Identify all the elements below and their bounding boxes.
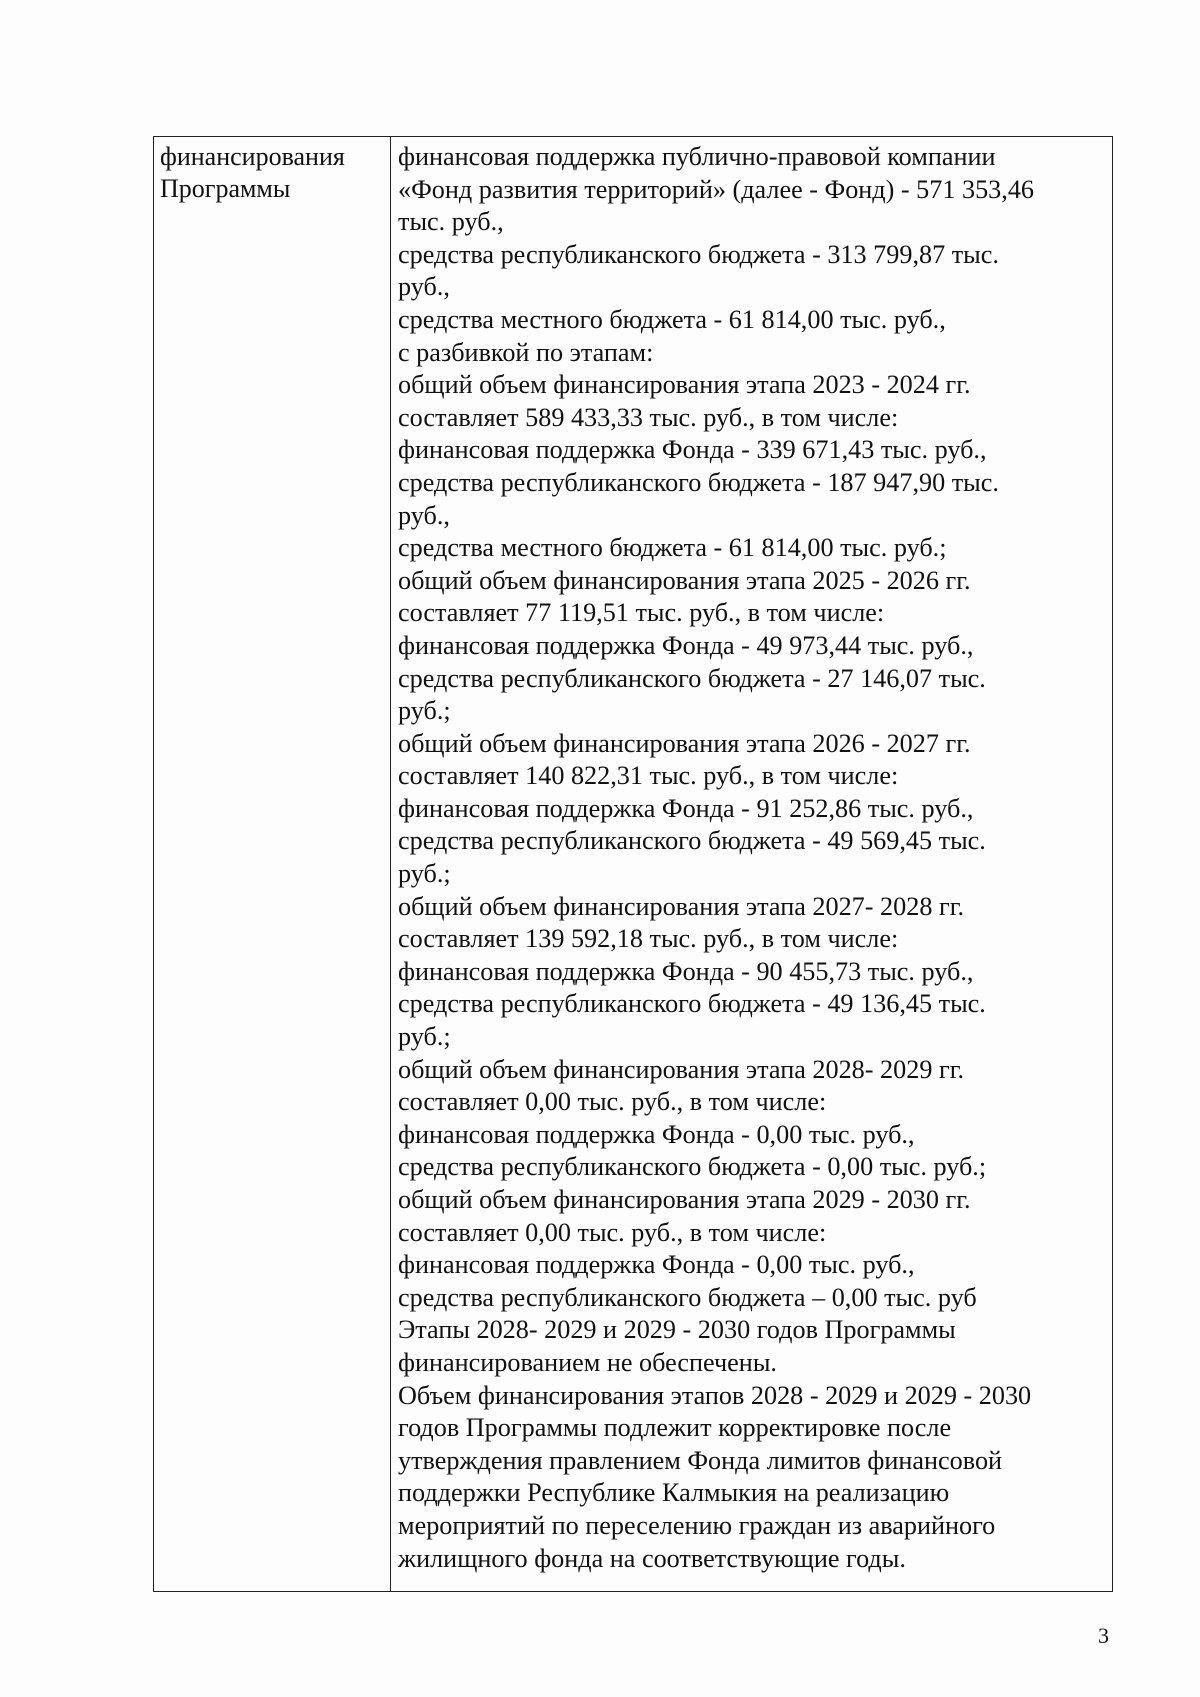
content-line: общий объем финансирования этапа 2027- 2028 гг. [398, 891, 965, 921]
content-line: с разбивкой по этапам: [398, 337, 654, 367]
table-label-cell [160, 141, 386, 205]
content-line: средства республиканского бюджета - 49 569,45 тыс. [398, 826, 986, 856]
label-line: финансирования [160, 142, 345, 171]
content-line: финансовая поддержка публично-правовой компании [398, 142, 996, 171]
financing-table [153, 136, 1113, 1592]
content-line: общий объем финансирования этапа 2029 - 2030 гг. [398, 1185, 971, 1214]
content-line: мероприятий по переселению граждан из аварийного [398, 1510, 996, 1540]
content-line: общий объем финансирования этапа 2028- 2029 гг. [398, 1054, 965, 1084]
content-line: руб.; [398, 1022, 451, 1052]
content-line: средства республиканского бюджета - 49 136,45 тыс. [398, 989, 986, 1019]
content-line: средства республиканского бюджета - 313 799,87 тыс. [398, 239, 999, 269]
content-line: средства республиканского бюджета - 187 947,90 тыс. [398, 467, 999, 497]
content-line: средства республиканского бюджета - 0,00 тыс. руб.; [398, 1152, 987, 1182]
content-line: жилищного фонда на соответствующие годы. [398, 1543, 906, 1573]
content-line: составляет 0,00 тыс. руб., в том числе: [398, 1087, 827, 1117]
content-line: финансовая поддержка Фонда - 91 252,86 тыс. руб., [398, 793, 974, 823]
content-line: руб., [398, 500, 450, 530]
content-line: средства местного бюджета - 61 814,00 тыс. руб.; [398, 533, 947, 563]
content-line: Объем финансирования этапов 2028 - 2029 и 2029 - 2030 [398, 1380, 1032, 1410]
content-line: утверждения правлением Фонда лимитов финансовой [398, 1445, 1003, 1475]
content-line: поддержки Республике Калмыкия на реализацию [398, 1478, 950, 1508]
content-line: средства республиканского бюджета - 27 146,07 тыс. [398, 663, 986, 693]
table-content-cell [398, 141, 1110, 1575]
content-line: финансовая поддержка Фонда - 0,00 тыс. руб., [398, 1119, 915, 1149]
content-line: тыс. руб., [398, 207, 504, 237]
content-line: финансовая поддержка Фонда - 0,00 тыс. руб., [398, 1250, 915, 1280]
content-line: руб., [398, 272, 450, 302]
content-line: финансовая поддержка Фонда - 90 455,73 тыс. руб., [398, 956, 974, 986]
column-divider [390, 137, 391, 1591]
content-line: финансированием не обеспечены. [398, 1347, 777, 1377]
content-line: руб.; [398, 859, 451, 889]
content-line: общий объем финансирования этапа 2026 - 2027 гг. [398, 728, 971, 758]
content-line: средства местного бюджета - 61 814,00 тыс. руб., [398, 304, 946, 334]
content-line: Этапы 2028- 2029 и 2029 - 2030 годов Программы [398, 1315, 956, 1345]
content-line: составляет 139 592,18 тыс. руб., в том числе: [398, 924, 899, 954]
label-line: Программы [160, 174, 291, 203]
content-line: составляет 77 119,51 тыс. руб., в том числе: [398, 598, 885, 628]
content-line: годов Программы подлежит корректировке после [398, 1413, 952, 1443]
content-line: «Фонд развития территорий» (далее - Фонд) - 571 353,46 [398, 174, 1035, 204]
content-line: руб.; [398, 696, 451, 726]
content-line: составляет 0,00 тыс. руб., в том числе: [398, 1217, 827, 1247]
content-line: общий объем финансирования этапа 2025 - 2026 гг. [398, 565, 971, 595]
content-line: финансовая поддержка Фонда - 339 671,43 тыс. руб., [398, 435, 987, 465]
content-line: финансовая поддержка Фонда - 49 973,44 тыс. руб., [398, 630, 974, 660]
page-number: 3 [1098, 1623, 1109, 1648]
content-line: средства республиканского бюджета – 0,00 тыс. руб [398, 1282, 977, 1312]
content-line: общий объем финансирования этапа 2023 - 2024 гг. [398, 370, 971, 400]
content-line: составляет 140 822,31 тыс. руб., в том числе: [398, 761, 899, 791]
content-line: составляет 589 433,33 тыс. руб., в том числе: [398, 402, 899, 432]
